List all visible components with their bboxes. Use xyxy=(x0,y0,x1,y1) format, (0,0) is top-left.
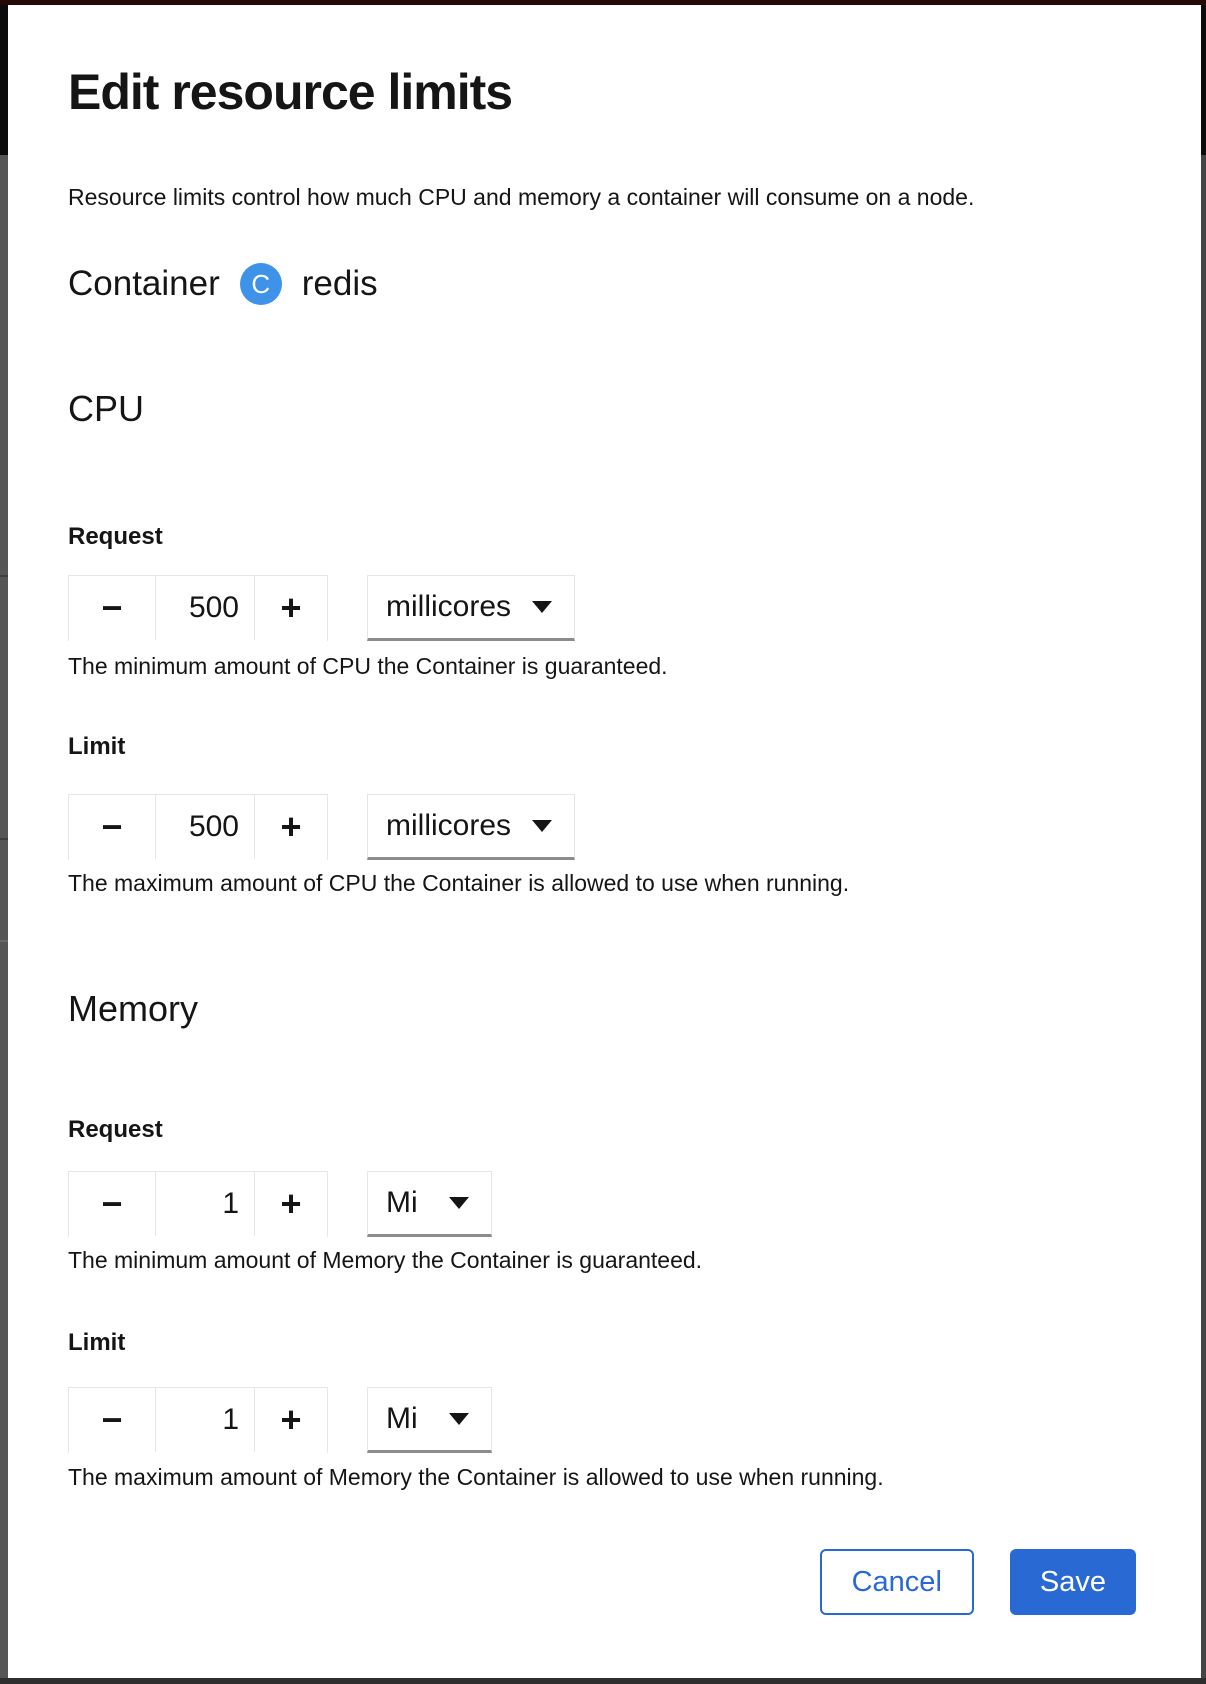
cpu-limit-unit-value: millicores xyxy=(386,809,512,842)
cpu-limit-unit-select[interactable] xyxy=(367,794,575,860)
memory-limit-helper-text: The maximum amount of Memory the Container is allowed to use when running. xyxy=(68,1464,884,1490)
cpu-request-label: Request xyxy=(68,523,163,550)
memory-request-increment-button[interactable]: + xyxy=(255,1172,327,1236)
memory-limit-unit-value: Mi xyxy=(386,1402,418,1435)
cpu-limit-helper-text: The maximum amount of CPU the Container is allowed to use when running. xyxy=(68,870,850,896)
memory-request-row xyxy=(68,1171,492,1237)
caret-down-icon xyxy=(532,820,552,832)
cpu-request-row xyxy=(68,575,575,641)
container-label: Container xyxy=(68,264,220,303)
backdrop-divider xyxy=(0,838,8,840)
modal-footer xyxy=(820,1549,1136,1615)
cpu-request-stepper xyxy=(68,575,328,641)
cpu-request-unit-select[interactable] xyxy=(367,575,575,641)
container-row xyxy=(68,263,378,305)
backdrop-divider xyxy=(0,940,8,942)
memory-limit-increment-button[interactable]: + xyxy=(255,1388,327,1452)
backdrop-divider xyxy=(0,575,8,577)
container-badge-icon: C xyxy=(240,263,282,305)
cpu-limit-row xyxy=(68,794,575,860)
cpu-request-unit-value: millicores xyxy=(386,590,512,623)
memory-request-stepper xyxy=(68,1171,328,1237)
memory-limit-value-input[interactable] xyxy=(155,1388,255,1452)
memory-limit-label: Limit xyxy=(68,1329,126,1356)
modal-title: Edit resource limits xyxy=(68,64,513,120)
caret-down-icon xyxy=(532,601,552,613)
memory-limit-decrement-button[interactable]: − xyxy=(69,1388,155,1452)
section-heading-cpu: CPU xyxy=(68,388,145,429)
memory-limit-unit-select[interactable] xyxy=(367,1387,492,1453)
backdrop-bottom-edge xyxy=(0,1678,1206,1684)
section-heading-memory: Memory xyxy=(68,988,199,1029)
memory-request-helper-text: The minimum amount of Memory the Container is guaranteed. xyxy=(68,1247,703,1273)
cpu-limit-increment-button[interactable]: + xyxy=(255,795,327,859)
cpu-request-helper-text: The minimum amount of CPU the Container is guaranteed. xyxy=(68,653,668,679)
cpu-request-decrement-button[interactable]: − xyxy=(69,576,155,640)
backdrop-right-edge-dark xyxy=(1201,5,1206,155)
memory-request-unit-select[interactable] xyxy=(367,1171,492,1237)
memory-request-unit-value: Mi xyxy=(386,1186,418,1219)
cpu-limit-value-input[interactable] xyxy=(155,795,255,859)
cpu-request-increment-button[interactable]: + xyxy=(255,576,327,640)
save-button[interactable]: Save xyxy=(1010,1549,1136,1615)
cpu-limit-label: Limit xyxy=(68,733,126,760)
backdrop-left-edge xyxy=(0,155,8,1684)
memory-limit-row xyxy=(68,1387,492,1453)
container-name: redis xyxy=(301,264,378,303)
memory-request-decrement-button[interactable]: − xyxy=(69,1172,155,1236)
cancel-button[interactable]: Cancel xyxy=(820,1549,974,1615)
memory-request-label: Request xyxy=(68,1116,163,1143)
memory-limit-stepper xyxy=(68,1387,328,1453)
cpu-limit-decrement-button[interactable]: − xyxy=(69,795,155,859)
backdrop-left-edge-dark xyxy=(0,5,8,155)
caret-down-icon xyxy=(449,1413,469,1425)
cpu-request-value-input[interactable] xyxy=(155,576,255,640)
modal-description: Resource limits control how much CPU and memory a container will consume on a node. xyxy=(68,184,975,210)
memory-request-value-input[interactable] xyxy=(155,1172,255,1236)
edit-resource-limits-modal xyxy=(8,5,1201,1678)
caret-down-icon xyxy=(449,1197,469,1209)
backdrop-right-edge xyxy=(1201,155,1206,1678)
cpu-limit-stepper xyxy=(68,794,328,860)
